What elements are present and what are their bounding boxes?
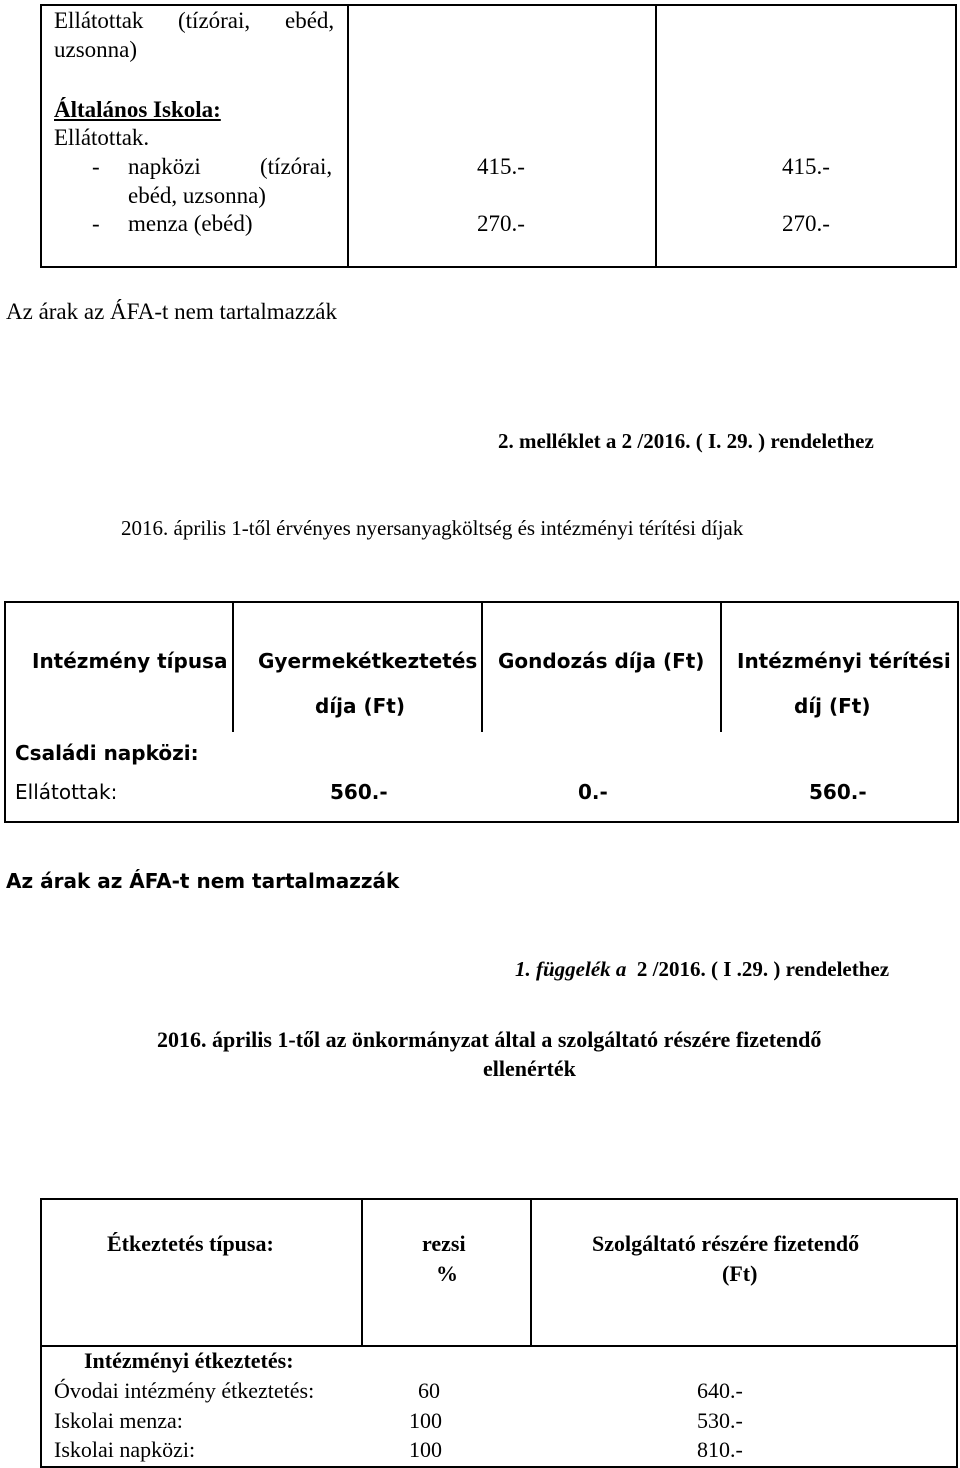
table1-row-label-paren2: ebéd, [285,8,335,33]
table2-value-institution-fee: 560.- [809,780,867,804]
item1-label-line2: ebéd, uzsonna) [128,183,266,208]
table2-value-child-meal: 560.- [330,780,388,804]
table2-header-institution-fee: Intézményi térítési [737,649,951,673]
table2-header-care: Gondozás díja (Ft) [498,649,705,673]
table1-row-label: Ellátottak [54,8,144,33]
table1-col2-value-1: 415.- [477,154,525,179]
table3-row-label: Iskolai menza: [54,1408,183,1433]
section-3-heading-line2: ellenérték [483,1056,576,1081]
table3-divider-2 [530,1198,532,1347]
section-3-heading: 2016. április 1-től az önkormányzat által a szolgáltató részére fizetendő [157,1027,822,1052]
table3-row-label: Iskolai napközi: [54,1437,196,1462]
table3-row-pct: 60 [418,1378,440,1403]
table2-header-child-meal-unit: díja (Ft) [315,694,405,718]
table1-col4-value-1: 415.- [782,154,830,179]
table2-divider-1 [232,601,234,732]
table3-header-provider-fee: Szolgáltató részére fizetendő [592,1231,860,1256]
table1-row-label-paren: (tízórai, [178,8,251,33]
table3-row-amount: 530.- [697,1408,743,1433]
table3-row-amount: 640.- [697,1378,743,1403]
table2-divider-2 [481,601,483,732]
table3-header-overhead-unit: % [436,1261,458,1286]
school-heading: Általános Iskola: [54,97,221,122]
table1-divider-1 [347,4,349,268]
appendix-1-title: 1. függelék a 2 /2016. ( I .29. ) rendelethez [515,957,890,981]
table2-row-label: Ellátottak: [15,780,118,804]
table3-section-label: Intézményi étkeztetés: [84,1348,294,1373]
item1-dash: - [92,154,100,179]
table3-header-type: Étkeztetés típusa: [107,1231,274,1256]
school-served-label: Ellátottak. [54,125,150,150]
table3-row-pct: 100 [409,1437,442,1462]
table3-row-label: Óvodai intézmény étkeztetés: [54,1378,315,1403]
vat-note-2: Az árak az ÁFA-t nem tartalmazzák [6,869,400,893]
annex-2-title: 2. melléklet a 2 /2016. ( I. 29. ) rendelethez [498,429,874,453]
vat-note-1: Az árak az ÁFA-t nem tartalmazzák [6,299,337,324]
table3-header-overhead: rezsi [422,1231,466,1256]
section-2-heading: 2016. április 1-től érvényes nyersanyagköltség és intézményi térítési díjak [121,516,744,540]
item1-label-paren: (tízórai, [260,154,333,179]
table2-divider-3 [720,601,722,732]
item2-dash: - [92,211,100,236]
table3-row-pct: 100 [409,1408,442,1433]
table2-header-child-meal: Gyermekétkeztetés [258,649,478,673]
table2-value-care: 0.- [578,780,608,804]
table2-section-label: Családi napközi: [15,741,199,765]
table3-row-amount: 810.- [697,1437,743,1462]
item2-label: menza (ebéd) [128,211,253,236]
table2-header-type: Intézmény típusa [32,649,228,673]
table2-header-institution-fee-unit: díj (Ft) [794,694,871,718]
table1-row-label-line2: uzsonna) [54,37,138,62]
table3-header-provider-fee-unit: (Ft) [722,1261,758,1286]
item1-label: napközi [128,154,201,179]
table1-divider-2 [655,4,657,268]
table1-col2-value-2: 270.- [477,211,525,236]
table3-divider-1 [361,1198,363,1347]
table1-col4-value-2: 270.- [782,211,830,236]
